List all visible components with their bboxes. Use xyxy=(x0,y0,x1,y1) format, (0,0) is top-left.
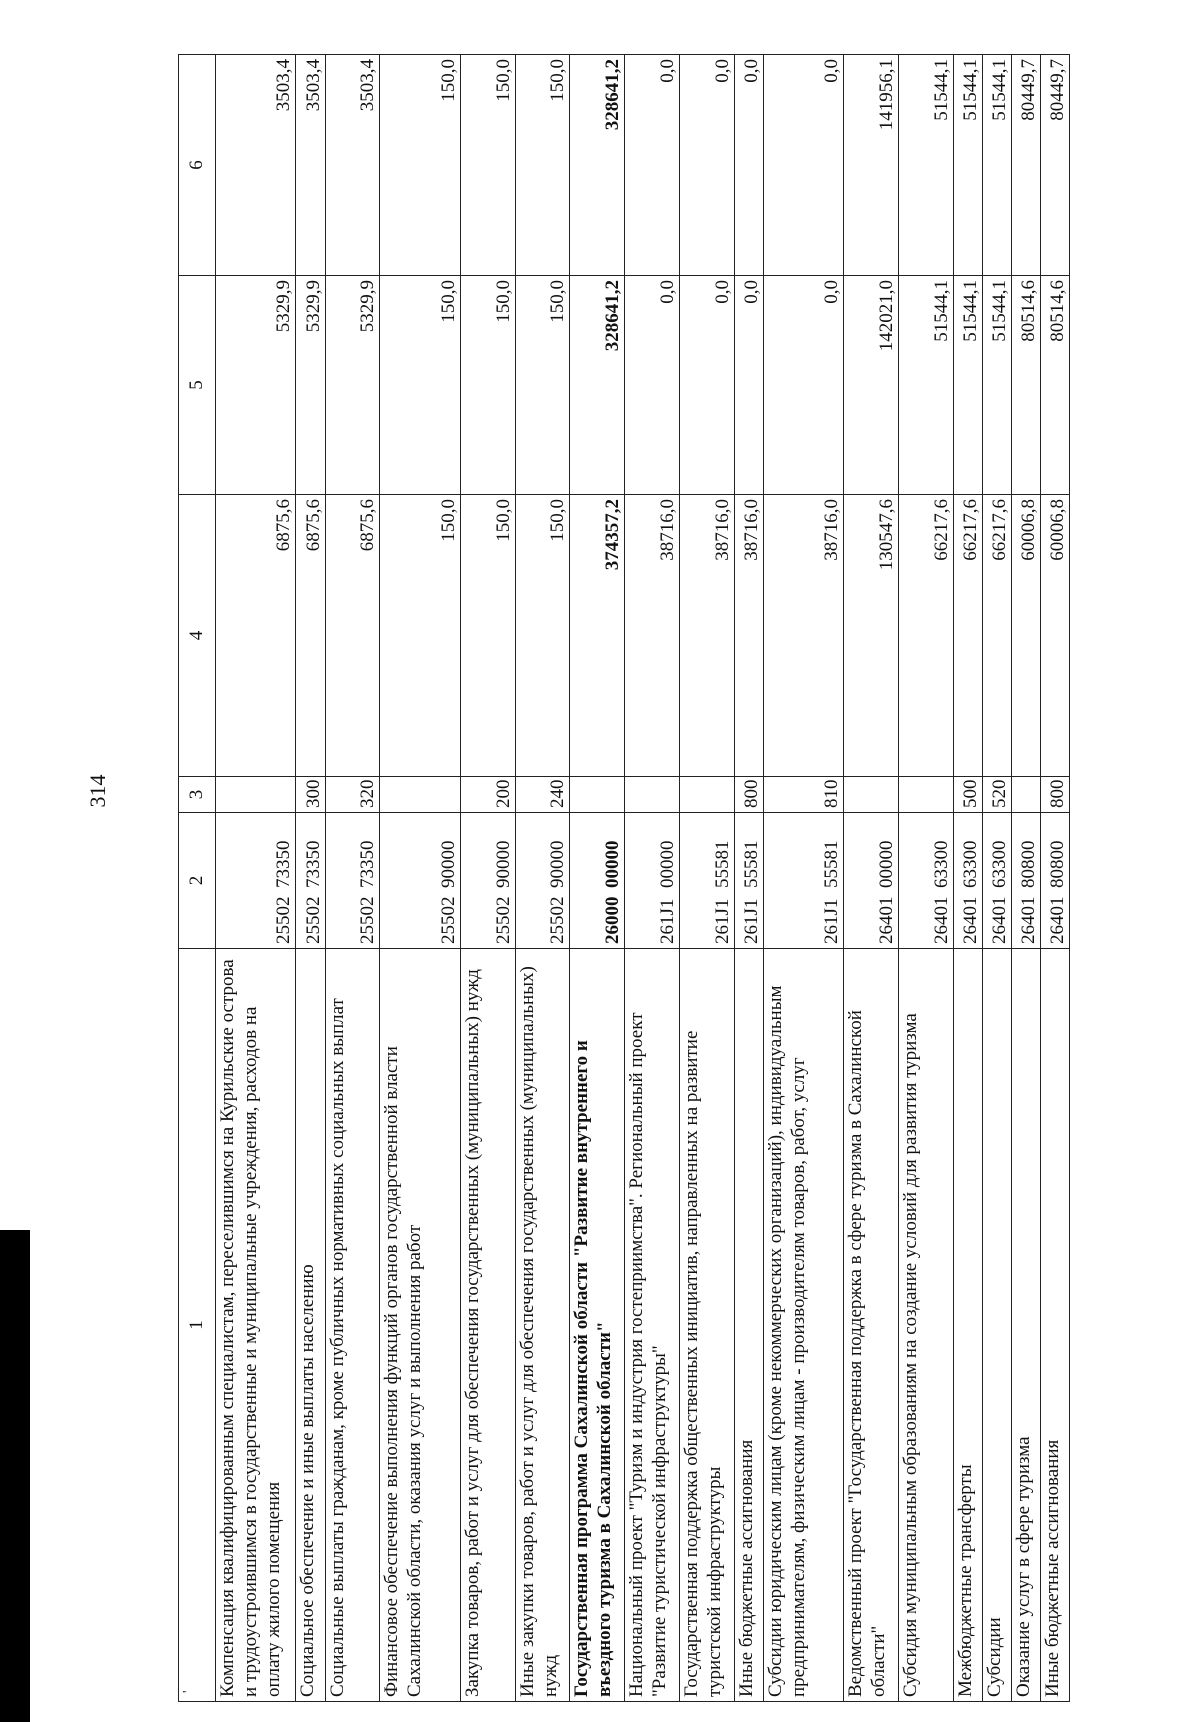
table-row xyxy=(570,55,625,1702)
row-code-part-1: 261J1 xyxy=(711,898,733,944)
row-code xyxy=(515,813,570,949)
row-expense-kind: 300 xyxy=(296,777,325,813)
row-name: Субсидия муниципальным образованиям на создание условий для развития туризма xyxy=(898,949,953,1702)
row-amount-col-4: 6875,6 xyxy=(325,495,380,777)
rotated-table-wrapper xyxy=(178,55,1070,1702)
row-name: Субсидии xyxy=(982,949,1011,1702)
row-code xyxy=(763,813,843,949)
scan-edge-bar xyxy=(0,1230,30,1722)
row-code-part-2: 55581 xyxy=(740,840,762,888)
row-code xyxy=(953,813,982,949)
table-row xyxy=(296,55,325,1702)
row-code-part-2: 55581 xyxy=(821,840,843,888)
table-row xyxy=(1011,55,1040,1702)
row-expense-kind xyxy=(625,777,680,813)
budget-table xyxy=(178,54,1070,1702)
row-amount-col-6: 51544,1 xyxy=(982,55,1011,276)
row-amount-col-5: 51544,1 xyxy=(898,276,953,495)
row-amount-col-6: 150,0 xyxy=(380,55,460,276)
row-amount-col-6: 3503,4 xyxy=(296,55,325,276)
row-code-part-2: 73350 xyxy=(357,840,379,888)
row-amount-col-4: 66217,6 xyxy=(898,495,953,777)
row-code-part-2: 55581 xyxy=(711,840,733,888)
row-code-part-1: 261J1 xyxy=(656,898,678,944)
row-name: Оказание услуг в сфере туризма xyxy=(1011,949,1040,1702)
row-name: Финансовое обеспечение выполнения функций органов государственной власти Сахалинской области, оказания услуг и выполнения работ xyxy=(380,949,460,1702)
table-row xyxy=(763,55,843,1702)
row-code-part-2: 63300 xyxy=(988,840,1010,888)
table-row xyxy=(1040,55,1069,1702)
row-code-part-1: 261J1 xyxy=(740,898,762,944)
row-amount-col-6: 51544,1 xyxy=(898,55,953,276)
row-amount-col-5: 80514,6 xyxy=(1011,276,1040,495)
row-code xyxy=(570,813,625,949)
row-code-part-1: 26000 xyxy=(602,896,624,944)
table-row xyxy=(734,55,763,1702)
header-row xyxy=(179,55,216,1702)
table-row xyxy=(982,55,1011,1702)
row-amount-col-5: 0,0 xyxy=(625,276,680,495)
row-amount-col-6: 3503,4 xyxy=(325,55,380,276)
row-code-part-2: 73350 xyxy=(273,840,295,888)
row-amount-col-5: 0,0 xyxy=(763,276,843,495)
header-marker: ' xyxy=(181,1690,196,1693)
row-name: Субсидии юридическим лицам (кроме некоммерческих организаций), индивидуальным предпринимателям, физическим лицам - производителям товаров, работ, услуг xyxy=(763,949,843,1702)
table-row xyxy=(515,55,570,1702)
row-expense-kind xyxy=(844,777,899,813)
row-name: Государственная поддержка общественных инициатив, направленных на развитие туристской инфраструктуры xyxy=(679,949,734,1702)
row-amount-col-4: 38716,0 xyxy=(679,495,734,777)
row-amount-col-4: 60006,8 xyxy=(1040,495,1069,777)
table-row xyxy=(460,55,515,1702)
row-amount-col-5: 150,0 xyxy=(460,276,515,495)
row-code-part-1: 25502 xyxy=(547,896,569,944)
row-amount-col-4: 130547,6 xyxy=(844,495,899,777)
row-amount-col-4: 38716,0 xyxy=(763,495,843,777)
row-code xyxy=(1011,813,1040,949)
header-col-5: 5 xyxy=(179,276,216,495)
row-expense-kind: 800 xyxy=(734,777,763,813)
row-name: Иные бюджетные ассигнования xyxy=(1040,949,1069,1702)
row-amount-col-6: 51544,1 xyxy=(953,55,982,276)
row-code-part-2: 90000 xyxy=(547,840,569,888)
row-expense-kind xyxy=(570,777,625,813)
row-amount-col-6: 328641,2 xyxy=(570,55,625,276)
row-code-part-2: 00000 xyxy=(602,840,624,888)
row-amount-col-5: 51544,1 xyxy=(953,276,982,495)
row-amount-col-4: 66217,6 xyxy=(982,495,1011,777)
table-row xyxy=(216,55,296,1702)
row-amount-col-4: 150,0 xyxy=(460,495,515,777)
row-code xyxy=(734,813,763,949)
row-code xyxy=(898,813,953,949)
table-row xyxy=(679,55,734,1702)
row-name: Закупка товаров, работ и услуг для обеспечения государственных (муниципальных) нужд xyxy=(460,949,515,1702)
row-amount-col-4: 60006,8 xyxy=(1011,495,1040,777)
row-code-part-2: 90000 xyxy=(492,840,514,888)
row-expense-kind xyxy=(679,777,734,813)
row-code-part-2: 63300 xyxy=(930,840,952,888)
row-code-part-1: 26401 xyxy=(988,896,1010,944)
row-name: Иные бюджетные ассигнования xyxy=(734,949,763,1702)
row-amount-col-6: 150,0 xyxy=(515,55,570,276)
header-col-1 xyxy=(179,949,216,1702)
row-code-part-2: 63300 xyxy=(959,840,981,888)
row-code-part-1: 25502 xyxy=(492,896,514,944)
row-amount-col-6: 0,0 xyxy=(734,55,763,276)
row-amount-col-6: 0,0 xyxy=(625,55,680,276)
row-code-part-1: 25502 xyxy=(357,896,379,944)
row-expense-kind: 800 xyxy=(1040,777,1069,813)
row-amount-col-5: 150,0 xyxy=(515,276,570,495)
row-expense-kind: 320 xyxy=(325,777,380,813)
header-col-1-label: 1 xyxy=(186,1320,207,1330)
row-amount-col-6: 150,0 xyxy=(460,55,515,276)
row-code-part-1: 26401 xyxy=(930,896,952,944)
row-amount-col-5: 5329,9 xyxy=(296,276,325,495)
row-amount-col-5: 150,0 xyxy=(380,276,460,495)
row-code-part-1: 25502 xyxy=(273,896,295,944)
row-code xyxy=(625,813,680,949)
row-code-part-1: 25502 xyxy=(302,896,324,944)
row-code-part-2: 73350 xyxy=(302,840,324,888)
table-row xyxy=(380,55,460,1702)
row-code-part-1: 26401 xyxy=(959,896,981,944)
row-code-part-1: 261J1 xyxy=(821,898,843,944)
row-amount-col-5: 328641,2 xyxy=(570,276,625,495)
row-name: Межбюджетные трансферты xyxy=(953,949,982,1702)
row-amount-col-4: 150,0 xyxy=(515,495,570,777)
row-name: Социальные выплаты гражданам, кроме публичных нормативных социальных выплат xyxy=(325,949,380,1702)
row-amount-col-6: 0,0 xyxy=(763,55,843,276)
row-expense-kind: 520 xyxy=(982,777,1011,813)
row-code xyxy=(982,813,1011,949)
row-amount-col-4: 38716,0 xyxy=(625,495,680,777)
row-amount-col-4: 150,0 xyxy=(380,495,460,777)
row-amount-col-4: 374357,2 xyxy=(570,495,625,777)
row-amount-col-6: 141956,1 xyxy=(844,55,899,276)
row-expense-kind xyxy=(1011,777,1040,813)
row-expense-kind: 500 xyxy=(953,777,982,813)
row-code xyxy=(216,813,296,949)
row-code-part-2: 00000 xyxy=(656,840,678,888)
header-col-4: 4 xyxy=(179,495,216,777)
table-row xyxy=(953,55,982,1702)
row-code xyxy=(460,813,515,949)
row-amount-col-4: 38716,0 xyxy=(734,495,763,777)
row-expense-kind: 810 xyxy=(763,777,843,813)
row-expense-kind xyxy=(898,777,953,813)
row-amount-col-6: 80449,7 xyxy=(1040,55,1069,276)
header-col-2: 2 xyxy=(179,813,216,949)
table-row xyxy=(898,55,953,1702)
header-col-3: 3 xyxy=(179,777,216,813)
row-expense-kind xyxy=(216,777,296,813)
row-code-part-2: 80800 xyxy=(1047,840,1068,888)
row-code xyxy=(844,813,899,949)
table-row xyxy=(325,55,380,1702)
header-col-6: 6 xyxy=(179,55,216,276)
row-amount-col-6: 3503,4 xyxy=(216,55,296,276)
row-expense-kind xyxy=(380,777,460,813)
row-amount-col-6: 80449,7 xyxy=(1011,55,1040,276)
row-code-part-1: 26401 xyxy=(1047,896,1068,944)
table-row xyxy=(625,55,680,1702)
row-code xyxy=(679,813,734,949)
row-name: Государственная программа Сахалинской области "Развитие внутреннего и въездного туризма в Сахалинской области" xyxy=(570,949,625,1702)
row-amount-col-4: 66217,6 xyxy=(953,495,982,777)
row-expense-kind: 240 xyxy=(515,777,570,813)
row-amount-col-5: 0,0 xyxy=(734,276,763,495)
row-amount-col-5: 80514,6 xyxy=(1040,276,1069,495)
row-amount-col-5: 51544,1 xyxy=(982,276,1011,495)
row-name: Ведомственный проект "Государственная поддержка в сфере туризма в Сахалинской области" xyxy=(844,949,899,1702)
row-name: Национальный проект "Туризм и индустрия гостеприимства". Региональный проект "Развитие туристической инфраструктуры" xyxy=(625,949,680,1702)
row-amount-col-5: 5329,9 xyxy=(216,276,296,495)
row-code xyxy=(296,813,325,949)
row-code-part-2: 80800 xyxy=(1017,840,1039,888)
row-code xyxy=(1040,813,1069,949)
row-amount-col-5: 142021,0 xyxy=(844,276,899,495)
row-amount-col-5: 5329,9 xyxy=(325,276,380,495)
row-code-part-2: 00000 xyxy=(875,840,897,888)
row-code xyxy=(380,813,460,949)
row-amount-col-4: 6875,6 xyxy=(296,495,325,777)
row-code xyxy=(325,813,380,949)
table-row xyxy=(844,55,899,1702)
row-name: Социальное обеспечение и иные выплаты населению xyxy=(296,949,325,1702)
row-code-part-2: 90000 xyxy=(437,840,459,888)
row-code-part-1: 26401 xyxy=(1017,896,1039,944)
row-code-part-1: 25502 xyxy=(437,896,459,944)
row-amount-col-4: 6875,6 xyxy=(216,495,296,777)
row-amount-col-6: 0,0 xyxy=(679,55,734,276)
table-body xyxy=(216,55,1070,1702)
row-name: Иные закупки товаров, работ и услуг для обеспечения государственных (муниципальных) нужд xyxy=(515,949,570,1702)
page-number: 314 xyxy=(85,774,110,808)
row-name: Компенсация квалифицированным специалистам, переселившимся на Курильские острова и трудоустроившимся в государственные и муниципальные учреждения, расходов на оплату жилого помещения xyxy=(216,949,296,1702)
row-amount-col-5: 0,0 xyxy=(679,276,734,495)
row-code-part-1: 26401 xyxy=(875,896,897,944)
row-expense-kind: 200 xyxy=(460,777,515,813)
